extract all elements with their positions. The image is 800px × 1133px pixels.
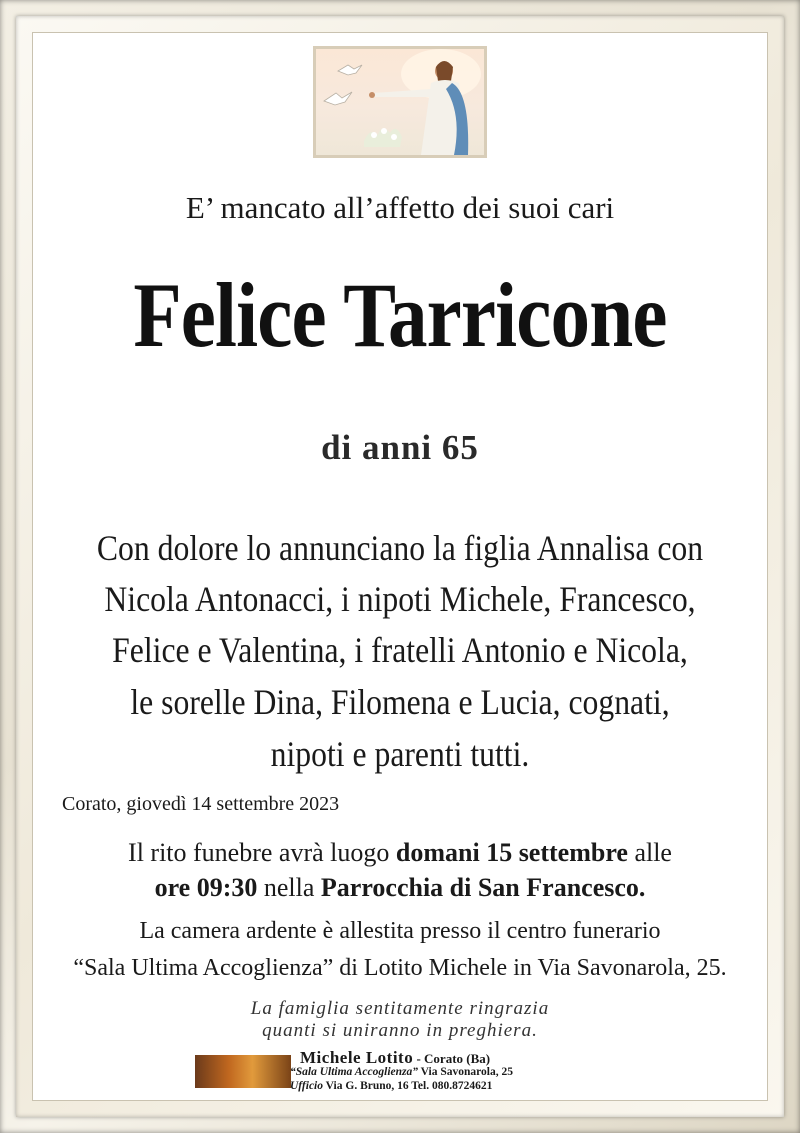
announcement-line: nipoti e parenti tutti.	[270, 734, 530, 774]
agency-office-address: Via G. Bruno, 16 Tel. 080.8724621	[323, 1080, 493, 1092]
chapel-line: La camera ardente è allestita presso il centro funerario	[139, 918, 661, 944]
funeral-text: nella	[257, 873, 321, 902]
announcement-line: le sorelle Dina, Filomena e Lucia, cognati,	[130, 682, 670, 722]
religious-image-icon	[313, 46, 487, 158]
announcement-line: Felice e Valentina, i fratelli Antonio e Nicola,	[112, 630, 688, 670]
agency-office-line	[290, 1080, 492, 1092]
agency-city: - Corato (Ba)	[413, 1051, 491, 1066]
funeral-text: Il rito funebre avrà luogo	[128, 838, 396, 867]
agency-hall-line	[290, 1066, 513, 1078]
funeral-time: ore 09:30	[154, 873, 258, 902]
thanks-line: La famiglia sentitamente ringrazia	[250, 998, 550, 1019]
place-date: Corato, giovedì 14 settembre 2023	[62, 793, 340, 815]
chapel-line: “Sala Ultima Accoglienza” di Lotito Michele in Via Savonarola, 25.	[73, 955, 727, 981]
agency-logo	[195, 1055, 291, 1088]
agency-name-line	[300, 1048, 490, 1068]
funeral-line-1	[0, 838, 800, 868]
agency-office-label: Ufficio	[290, 1080, 324, 1092]
agency-hall-address: Via Savonarola, 25	[418, 1066, 513, 1078]
funeral-church: Parrocchia di San Francesco.	[320, 873, 646, 902]
thanks-line: quanti si uniranno in preghiera.	[262, 1020, 538, 1041]
funeral-date: domani 15 settembre	[395, 838, 628, 867]
announcement-line: Nicola Antonacci, i nipoti Michele, Francesco,	[104, 579, 696, 619]
funeral-line-2	[0, 873, 800, 903]
agency-hall-label: “Sala Ultima Accoglienza”	[290, 1066, 418, 1078]
funeral-text: alle	[627, 838, 672, 867]
intro-text: E’ mancato all’affetto dei suoi cari	[185, 190, 615, 225]
agency-name: Michele Lotito	[300, 1048, 414, 1067]
deceased-age: di anni 65	[321, 428, 479, 467]
announcement-line: Con dolore lo annunciano la figlia Annalisa con	[96, 528, 704, 568]
deceased-name: Felice Tarricone	[133, 264, 667, 366]
